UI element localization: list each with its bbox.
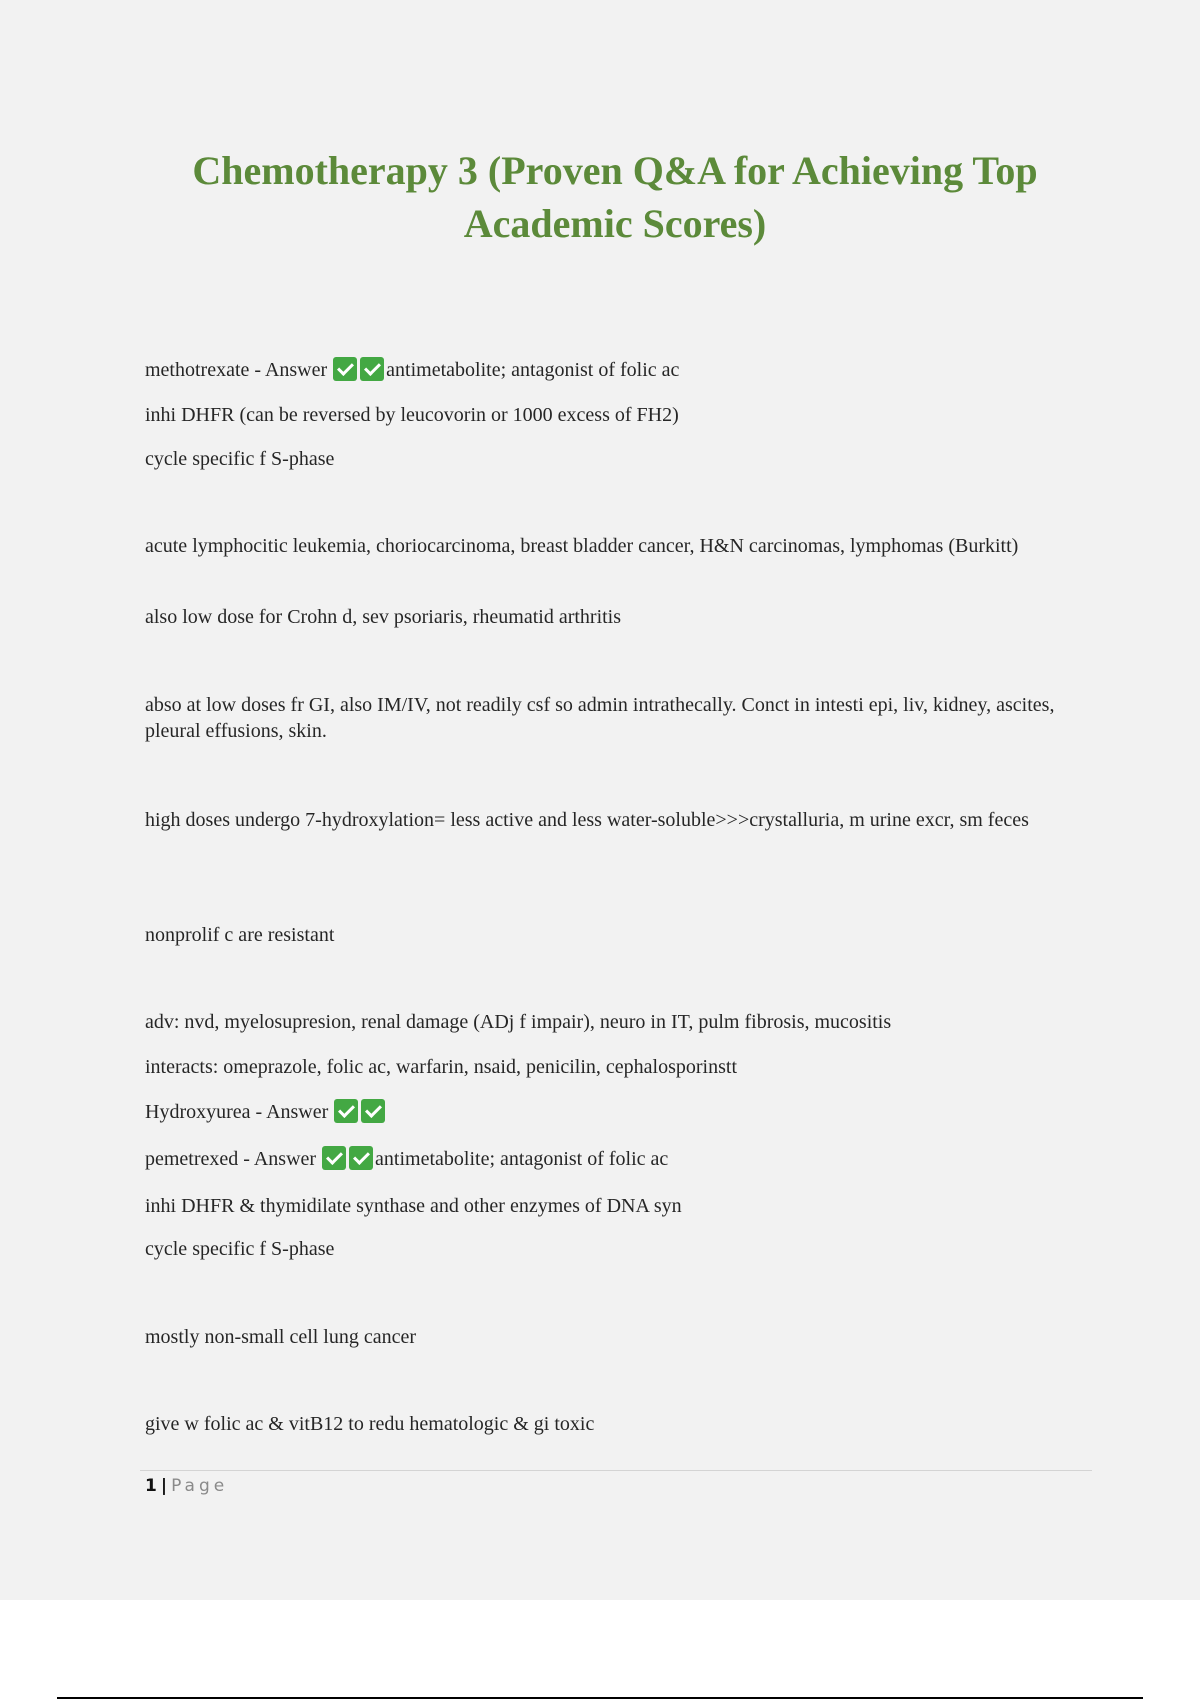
answer-text: antimetabolite; antagonist of folic ac: [386, 359, 680, 381]
check-marks: [319, 1146, 373, 1172]
bottom-divider: [57, 1697, 1143, 1699]
check-mark-icon: [349, 1146, 373, 1170]
check-mark-icon: [322, 1146, 346, 1170]
answer-text: antimetabolite; antagonist of folic ac: [375, 1148, 669, 1170]
check-mark-icon: [360, 357, 384, 381]
text-line: also low dose for Crohn d, sev psoriaris, rheumatid arthritis: [145, 606, 622, 628]
check-mark-icon: [333, 357, 357, 381]
check-marks: [330, 357, 384, 383]
qa-line-methotrexate: [145, 357, 1090, 383]
footer-divider: [140, 1470, 1092, 1471]
qa-line-hydroxyurea: [145, 1099, 1090, 1125]
page-number: 1: [145, 1476, 157, 1496]
answer-prefix: methotrexate - Answer: [145, 359, 328, 381]
document-title: Chemotherapy 3 (Proven Q&A for Achieving Top Academic Scores): [192, 148, 1038, 246]
text-line: nonprolif c are resistant: [145, 924, 335, 946]
qa-line-pemetrexed: [145, 1146, 1090, 1172]
text-line: cycle specific f S-phase: [145, 1238, 335, 1260]
text-line: cycle specific f S-phase: [145, 448, 335, 470]
text-line: adv: nvd, myelosupresion, renal damage (ADj f impair), neuro in IT, pulm fibrosis, mucositis: [145, 1011, 892, 1033]
text-line: abso at low doses fr GI, also IM/IV, not readily csf so admin intrathecally. Conct in intesti epi, liv, kidney, ascites, pleural effusions, skin.: [145, 694, 1055, 742]
text-line: high doses undergo 7-hydroxylation= less active and less water-soluble>>>crystalluria, m urine excr, sm feces: [145, 809, 1029, 831]
check-mark-icon: [361, 1099, 385, 1123]
page-footer: [145, 1474, 228, 1498]
check-mark-icon: [334, 1099, 358, 1123]
text-line: give w folic ac & vitB12 to redu hematologic & gi toxic: [145, 1413, 595, 1435]
answer-prefix: Hydroxyurea - Answer: [145, 1101, 329, 1123]
check-marks: [331, 1099, 385, 1125]
page-label: Page: [171, 1476, 229, 1496]
text-line: inhi DHFR & thymidilate synthase and other enzymes of DNA syn: [145, 1195, 682, 1217]
text-line: interacts: omeprazole, folic ac, warfarin, nsaid, penicilin, cephalosporinstt: [145, 1056, 738, 1078]
text-line: acute lymphocitic leukemia, choriocarcinoma, breast bladder cancer, H&N carcinomas, lymphomas (Burkitt): [145, 535, 1019, 557]
answer-prefix: pemetrexed - Answer: [145, 1148, 317, 1170]
page-separator: |: [160, 1476, 168, 1496]
text-line: inhi DHFR (can be reversed by leucovorin or 1000 excess of FH2): [145, 404, 679, 426]
text-line: mostly non-small cell lung cancer: [145, 1326, 417, 1348]
